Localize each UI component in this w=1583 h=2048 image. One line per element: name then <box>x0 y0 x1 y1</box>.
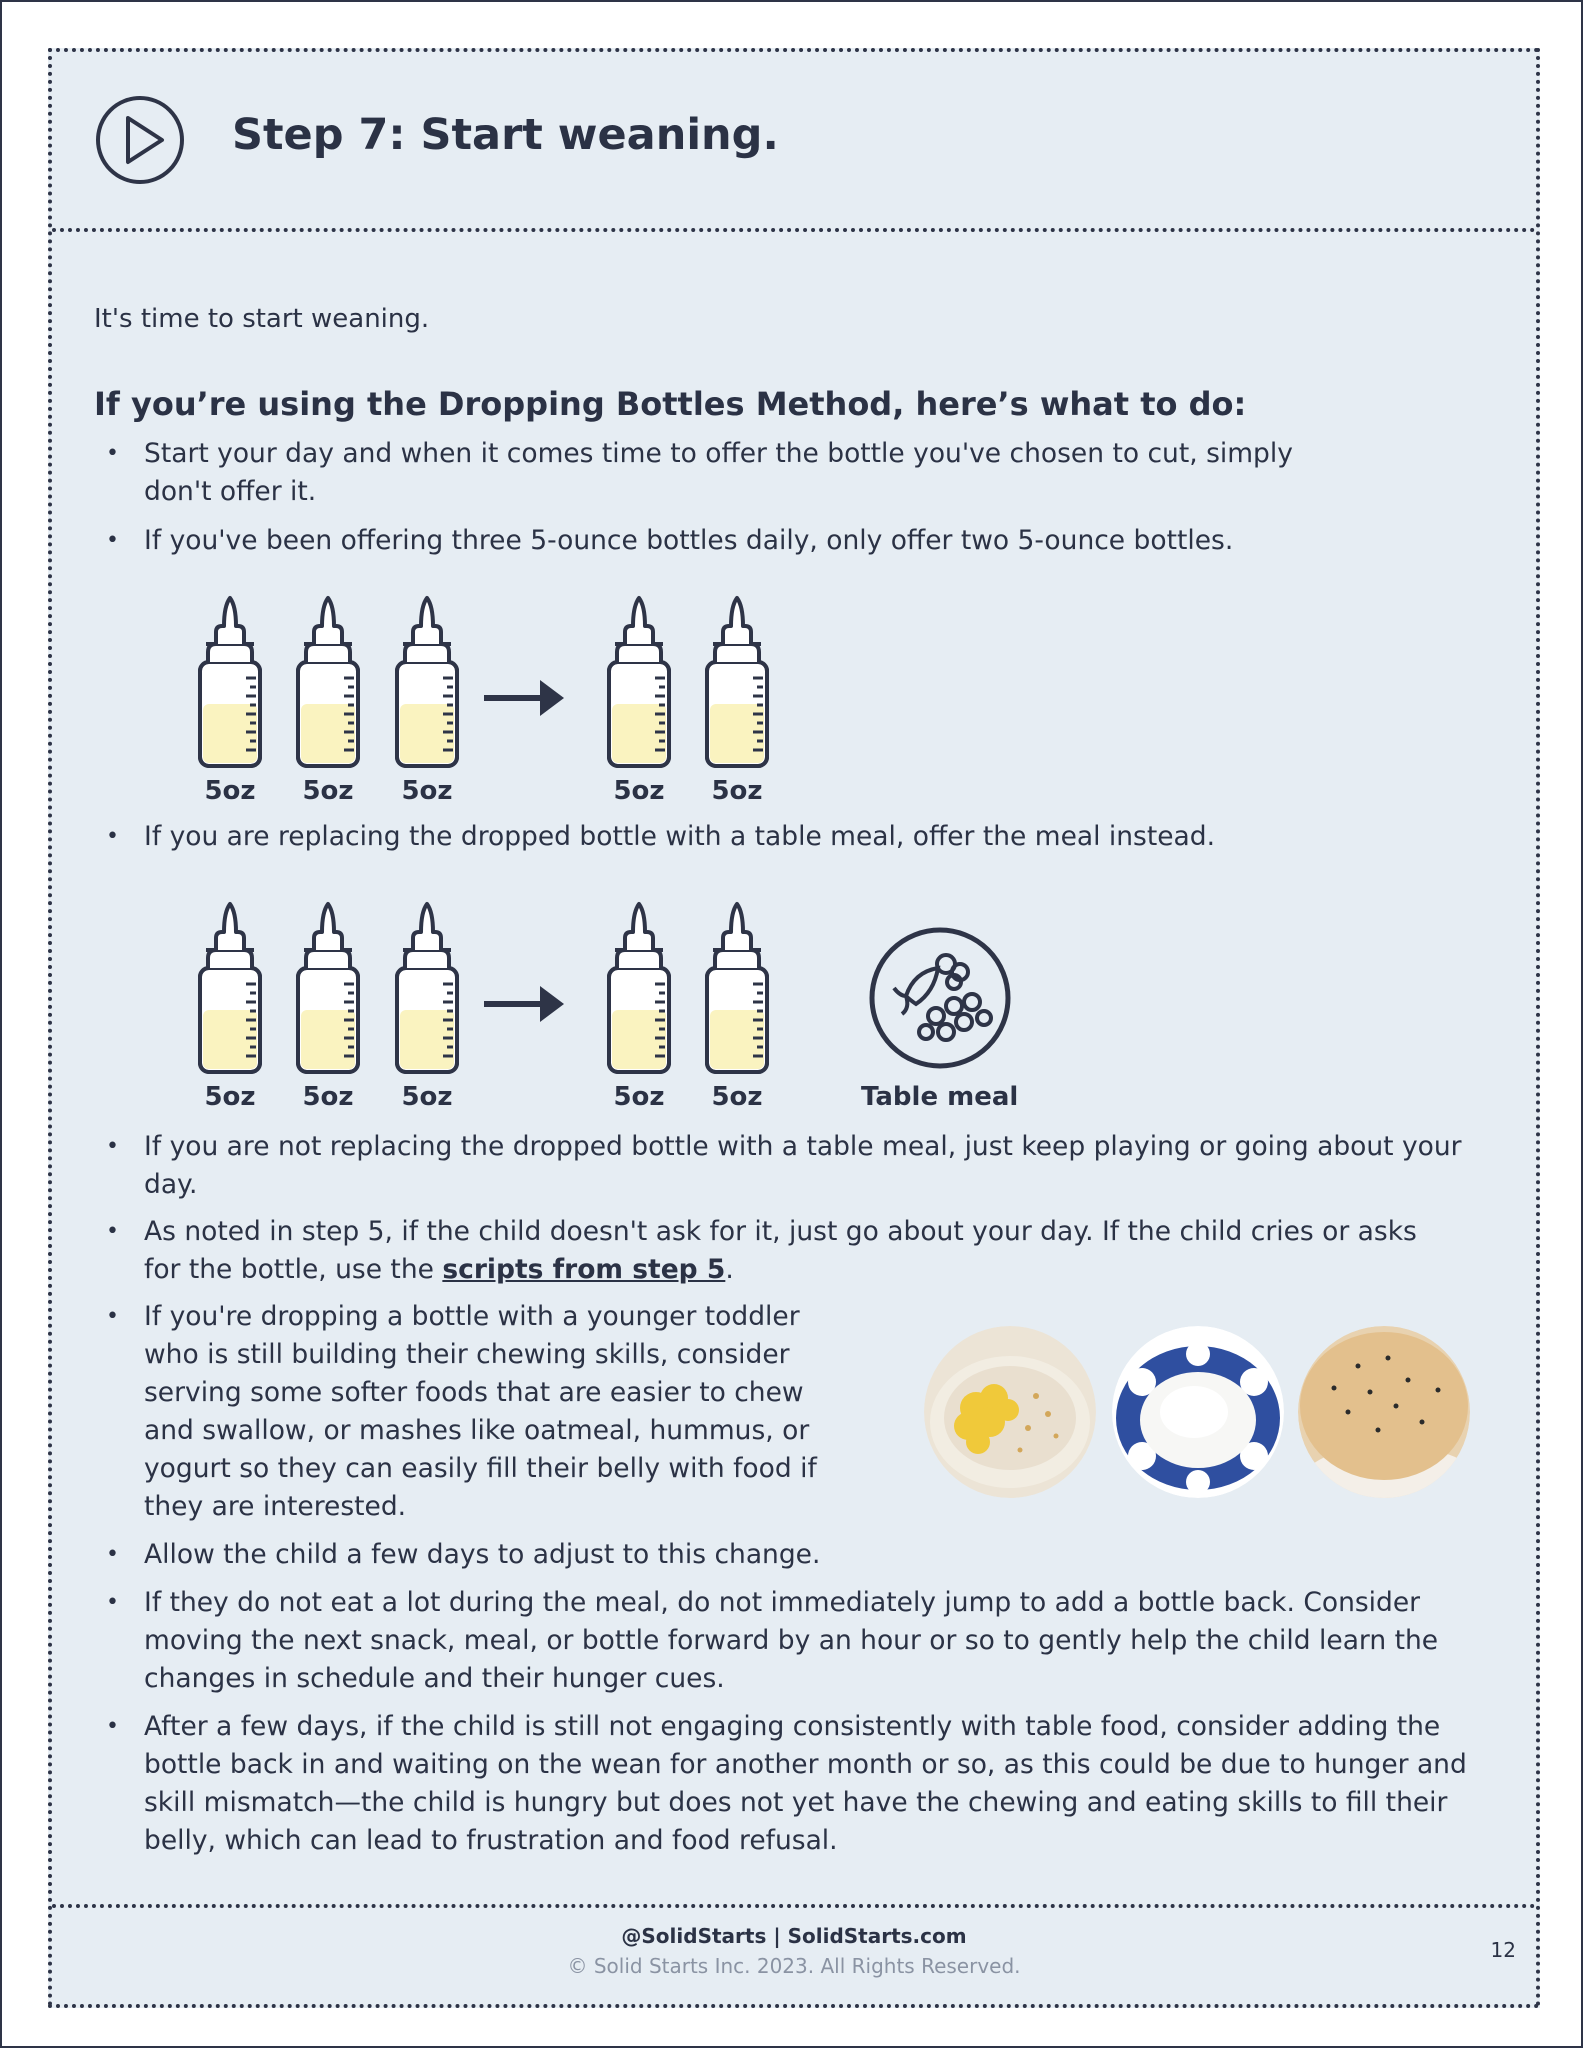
list-item <box>106 1298 864 1526</box>
play-icon <box>94 94 186 186</box>
bullet-dot: • <box>106 441 119 466</box>
page-number: 12 <box>1490 1938 1516 1962</box>
arrow-right-icon <box>484 986 564 1022</box>
list-item <box>106 1213 1484 1289</box>
hummus-photo <box>1298 1326 1470 1498</box>
list-item-text: If you're dropping a bottle with a younger toddler who is still building their chewing skills, consider serving some softer foods that are easier to chew and swallow, or mashes like oatmeal, hummus, or yogurt so they can easily fill their belly with food if they are interested. <box>144 1301 817 1522</box>
arrow-right-icon <box>484 680 564 716</box>
bullet-dot: • <box>106 1134 119 1159</box>
list-item-text: Start your day and when it comes time to offer the bottle you've chosen to cut, simply don't offer it. <box>144 438 1293 507</box>
bottles-figure-1 <box>194 592 894 812</box>
bottle-label: 5oz <box>401 1082 453 1112</box>
bottles-figure-2 <box>194 898 1019 1118</box>
footer-copyright: © Solid Starts Inc. 2023. All Rights Reserved. <box>567 1954 1021 1978</box>
bullet-dot: • <box>106 824 119 849</box>
list-item <box>106 435 1384 511</box>
list-item-text <box>144 1213 1444 1289</box>
method-heading: If you’re using the Dropping Bottles Method, here’s what to do: <box>94 385 1247 423</box>
bottle-label: 5oz <box>613 1082 665 1112</box>
list-item <box>106 1128 1504 1204</box>
bottle-label: 5oz <box>401 776 453 806</box>
page-footer <box>52 1904 1536 2008</box>
page-title: Step 7: Start weaning. <box>232 110 779 160</box>
list-item <box>106 522 1234 560</box>
intro-text: It's time to start weaning. <box>94 304 430 334</box>
step-header <box>52 52 1536 232</box>
list-item-text: If you are not replacing the dropped bottle with a table meal, just keep playing or going about your day. <box>144 1131 1462 1200</box>
list-item <box>106 1536 821 1574</box>
bottle-label: 5oz <box>204 776 256 806</box>
list-item-text: If you've been offering three 5-ounce bottles daily, only offer two 5-ounce bottles. <box>144 525 1234 556</box>
list-item <box>106 1584 1484 1698</box>
bullet-dot: • <box>106 1304 119 1329</box>
bullet-dot: • <box>106 1714 119 1739</box>
list-item-text: If they do not eat a lot during the meal, do not immediately jump to add a bottle back. Consider moving the next snack, meal, or bottle forward by an hour or so to gently help the child learn the changes in schedule and their hunger cues. <box>144 1587 1439 1694</box>
bottle-label: 5oz <box>302 1082 354 1112</box>
yogurt-photo <box>1112 1326 1284 1498</box>
bottle-label: 5oz <box>204 1082 256 1112</box>
bullet-dot: • <box>106 1590 119 1615</box>
bullet-dot: • <box>106 1542 119 1567</box>
bottles-diagram <box>194 592 894 772</box>
bottle-label: 5oz <box>711 1082 763 1112</box>
list-item-text-end: . <box>725 1254 734 1285</box>
list-item-text: Allow the child a few days to adjust to this change. <box>144 1539 821 1570</box>
list-item-text: If you are replacing the dropped bottle with a table meal, offer the meal instead. <box>144 821 1216 852</box>
oatmeal-photo <box>924 1326 1096 1498</box>
bottles-meal-diagram <box>194 898 1014 1078</box>
list-item <box>106 1708 1484 1860</box>
content-card <box>48 48 1540 2008</box>
bottle-label: 5oz <box>711 776 763 806</box>
bottle-label: 5oz <box>302 776 354 806</box>
table-meal-label: Table meal <box>861 1082 1019 1112</box>
bullet-dot: • <box>106 1219 119 1244</box>
scripts-step5-link[interactable]: scripts from step 5 <box>442 1254 726 1285</box>
list-item-text: After a few days, if the child is still not engaging consistently with table food, consider adding the bottle back in and waiting on the wean for another month or so, as this could be due to hunger and skill mismatch—the child is hungry but does not yet have the chewing and eating skills to fill their belly, which can lead to frustration and food refusal. <box>144 1711 1467 1856</box>
bullet-dot: • <box>106 528 119 553</box>
bottle-label: 5oz <box>613 776 665 806</box>
list-item-text-start: As noted in step 5, if the child doesn't ask for it, just go about your day. If the child cries or asks for the bottle, use the <box>144 1216 1417 1285</box>
footer-handles: @SolidStarts | SolidStarts.com <box>621 1924 967 1948</box>
list-item <box>106 818 1216 856</box>
plate-icon <box>872 930 1008 1066</box>
